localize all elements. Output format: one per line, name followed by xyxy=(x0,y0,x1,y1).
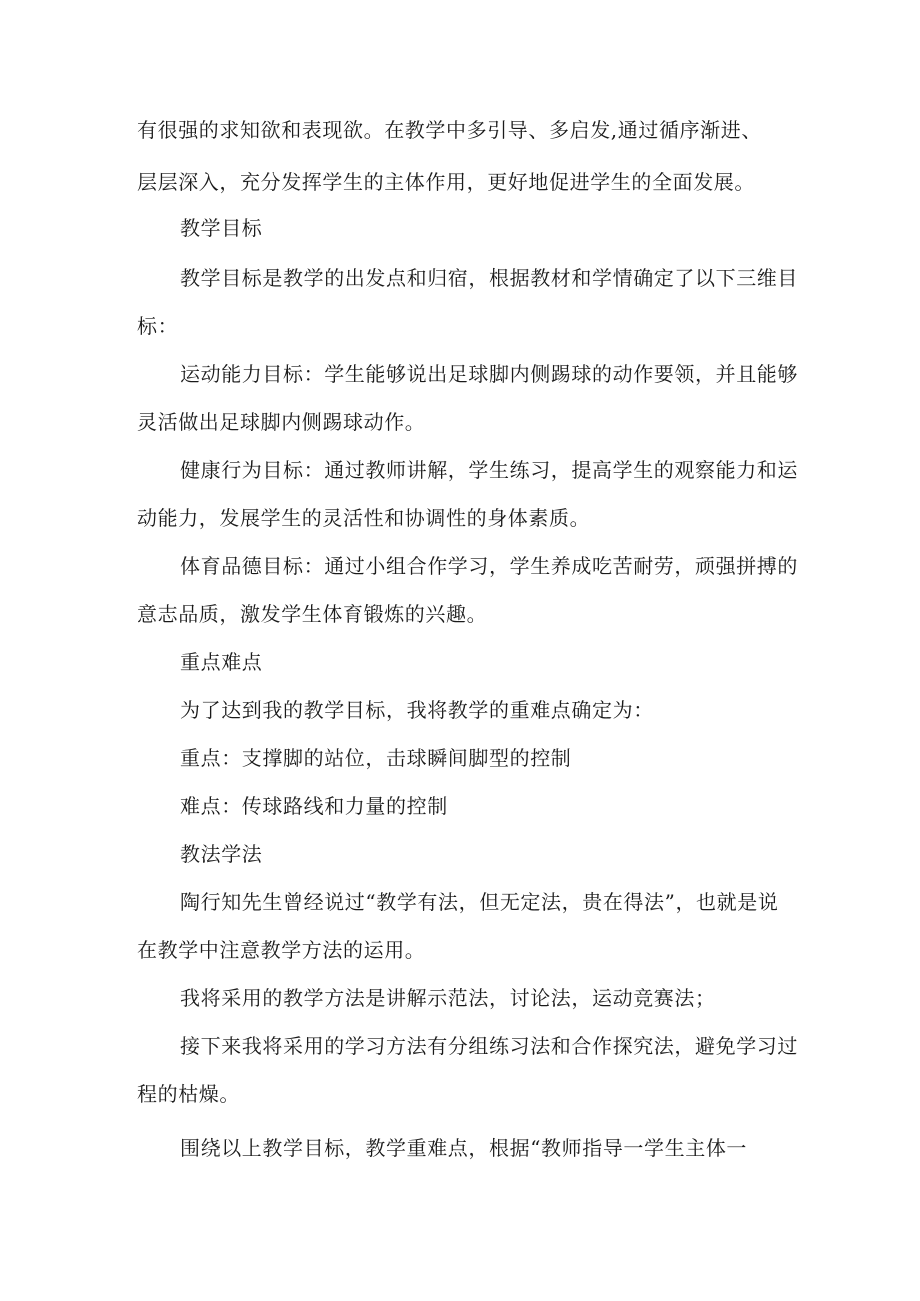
section-heading-key-points: 重点难点 xyxy=(180,650,263,674)
paragraph-line: 教学目标是教学的出发点和归宿，根据教材和学情确定了以下三维目 xyxy=(180,266,798,290)
section-heading-teaching-goals: 教学目标 xyxy=(180,216,263,240)
paragraph-line: 灵活做出足球脚内侧踢球动作。 xyxy=(137,410,426,434)
paragraph-line: 体育品德目标：通过小组合作学习，学生养成吃苦耐劳，顽强拼搏的 xyxy=(180,554,798,578)
paragraph-line: 难点：传球路线和力量的控制 xyxy=(180,794,448,818)
paragraph-line: 我将采用的教学方法是讲解示范法，讨论法，运动竞赛法； xyxy=(180,986,716,1010)
paragraph-line: 动能力，发展学生的灵活性和协调性的身体素质。 xyxy=(137,506,591,530)
paragraph-line: 健康行为目标：通过教师讲解，学生练习，提高学生的观察能力和运 xyxy=(180,458,798,482)
paragraph-line: 为了达到我的教学目标，我将教学的重难点确定为： xyxy=(180,698,654,722)
paragraph-line: 有很强的求知欲和表现欲。在教学中多引导、多启发,通过循序渐进、 xyxy=(137,118,762,142)
paragraph-line: 围绕以上教学目标，教学重难点，根据“教师指导一学生主体一 xyxy=(180,1136,748,1160)
paragraph-line: 接下来我将采用的学习方法有分组练习法和合作探究法，避免学习过 xyxy=(180,1034,798,1058)
paragraph-line: 意志品质，激发学生体育锻炼的兴趣。 xyxy=(137,602,488,626)
paragraph-line: 重点：支撑脚的站位，击球瞬间脚型的控制 xyxy=(180,746,572,770)
section-heading-methods: 教法学法 xyxy=(180,842,263,866)
paragraph-line: 运动能力目标：学生能够说出足球脚内侧踢球的动作要领，并且能够 xyxy=(180,362,798,386)
paragraph-line: 层层深入，充分发挥学生的主体作用，更好地促进学生的全面发展。 xyxy=(137,170,755,194)
paragraph-line: 程的枯燥。 xyxy=(137,1082,240,1106)
paragraph-line: 陶行知先生曾经说过“教学有法，但无定法，贵在得法”，也就是说 xyxy=(180,890,779,914)
paragraph-line: 在教学中注意教学方法的运用。 xyxy=(137,938,426,962)
paragraph-line: 标： xyxy=(137,314,179,338)
